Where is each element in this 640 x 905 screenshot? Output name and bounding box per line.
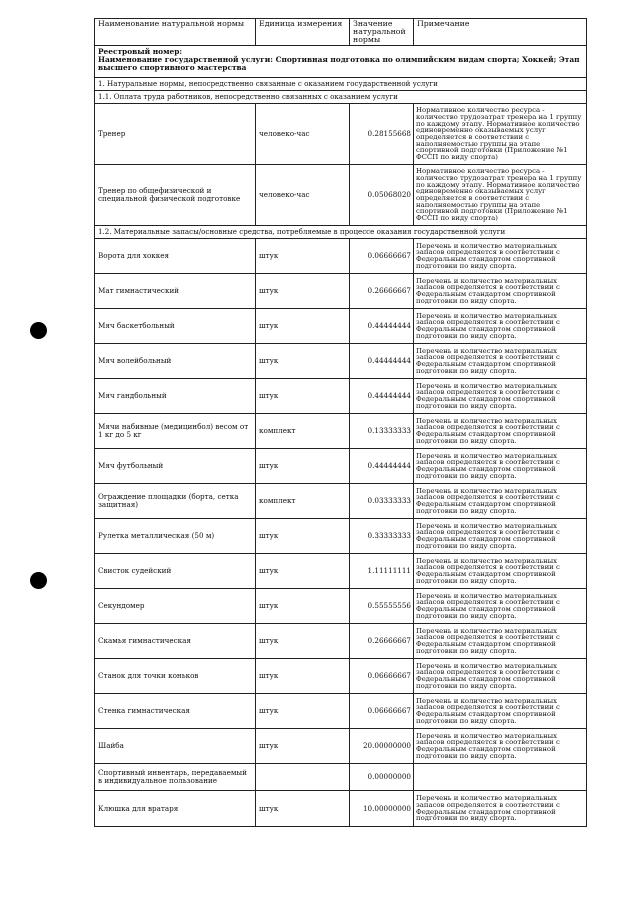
row-value: 0.44444444 [350,344,414,379]
row-value: 0.06666667 [350,694,414,729]
registry-number: Реестровый номер: [98,47,183,56]
row-name: Ограждение площадки (борта, сетка защитная) [95,484,256,519]
table-row [95,344,587,379]
row-unit: человеко-час [256,104,350,165]
table-row [95,554,587,589]
row-unit: штук [256,694,350,729]
row-unit [256,764,350,791]
row-unit: комплект [256,414,350,449]
row-note: Перечень и количество материальных запасов определяется в соответствии с Федеральным стандартом спортивной подготовки по виду спорта. [414,624,587,659]
row-value: 0.26666667 [350,624,414,659]
row-note: Перечень и количество материальных запасов определяется в соответствии с Федеральным стандартом спортивной подготовки по виду спорта. [414,729,587,764]
table-row [95,239,587,274]
header-note: Примечание [414,19,587,46]
table-row [95,449,587,484]
punch-hole-bottom [30,572,47,589]
row-note [414,764,587,791]
row-unit: штук [256,659,350,694]
row-unit: комплект [256,484,350,519]
table-row [95,414,587,449]
row-name: Шайба [95,729,256,764]
table-header-row [95,19,587,46]
section-1: 1. Натуральные нормы, непосредственно связанные с оказанием государственной услуги [95,78,587,91]
table-row [95,694,587,729]
row-value: 0.44444444 [350,449,414,484]
row-unit: штук [256,449,350,484]
row-name: Мат гимнастический [95,274,256,309]
header-name: Наименование натуральной нормы [95,19,256,46]
row-name: Клюшка для вратаря [95,791,256,827]
section-1-2: 1.2. Материальные запасы/основные средства, потребляемые в процессе оказания государственной услуги [95,226,587,239]
row-note: Перечень и количество материальных запасов определяется в соответствии с Федеральным стандартом спортивной подготовки по виду спорта. [414,554,587,589]
row-value: 0.26666667 [350,274,414,309]
row-note: Перечень и количество материальных запасов определяется в соответствии с Федеральным стандартом спортивной подготовки по виду спорта. [414,344,587,379]
row-name: Мячи набивные (медицинбол) весом от 1 кг до 5 кг [95,414,256,449]
row-value: 0.44444444 [350,309,414,344]
row-value: 0.13333333 [350,414,414,449]
table-row [95,165,587,226]
header-value: Значение натуральной нормы [350,19,414,46]
table-row [95,379,587,414]
row-note: Перечень и количество материальных запасов определяется в соответствии с Федеральным стандартом спортивной подготовки по виду спорта. [414,414,587,449]
row-name: Мяч футбольный [95,449,256,484]
row-note: Перечень и количество материальных запасов определяется в соответствии с Федеральным стандартом спортивной подготовки по виду спорта. [414,449,587,484]
row-unit: человеко-час [256,165,350,226]
row-unit: штук [256,729,350,764]
row-note: Перечень и количество материальных запасов определяется в соответствии с Федеральным стандартом спортивной подготовки по виду спорта. [414,694,587,729]
row-note: Перечень и количество материальных запасов определяется в соответствии с Федеральным стандартом спортивной подготовки по виду спорта. [414,309,587,344]
table-row [95,104,587,165]
row-unit: штук [256,309,350,344]
row-value: 0.55555556 [350,589,414,624]
row-name: Скамья гимнастическая [95,624,256,659]
row-value: 0.28155668 [350,104,414,165]
row-name: Тренер по общефизической и специальной физической подготовке [95,165,256,226]
row-note: Перечень и количество материальных запасов определяется в соответствии с Федеральным стандартом спортивной подготовки по виду спорта. [414,519,587,554]
row-name: Секундомер [95,589,256,624]
row-unit: штук [256,274,350,309]
row-note: Перечень и количество материальных запасов определяется в соответствии с Федеральным стандартом спортивной подготовки по виду спорта. [414,791,587,827]
table-row [95,624,587,659]
row-name: Свисток судейский [95,554,256,589]
row-note: Нормативное количество ресурса - количество трудозатрат тренера на 1 группу по каждому этапу. Нормативное количество единовременно оказываемых услуг определяется в соответствии с наполняемостью группы на этапе спортивной подготовки (Приложение №1 ФССП по виду спорта) [414,104,587,165]
row-value: 20.00000000 [350,729,414,764]
row-name: Мяч волейбольный [95,344,256,379]
registry-cell [95,46,587,78]
row-note: Перечень и количество материальных запасов определяется в соответствии с Федеральным стандартом спортивной подготовки по виду спорта. [414,659,587,694]
table-row [95,274,587,309]
table-row [95,659,587,694]
norms-table [94,18,587,827]
row-unit: штук [256,589,350,624]
row-value: 1.11111111 [350,554,414,589]
punch-hole-top [30,322,47,339]
row-note: Нормативное количество ресурса - количество трудозатрат тренера на 1 группу по каждому этапу. Нормативное количество единовременно оказываемых услуг определяется в соответствии с наполняемостью группы на этапе спортивной подготовки (Приложение №1 ФССП по виду спорта) [414,165,587,226]
header-unit: Единица измерения [256,19,350,46]
row-name: Спортивный инвентарь, передаваемый в индивидуальное пользование [95,764,256,791]
section-row [95,78,587,91]
table-row [95,309,587,344]
table-row [95,519,587,554]
row-value: 10.00000000 [350,791,414,827]
table-row [95,791,587,827]
row-value: 0.00000000 [350,764,414,791]
row-name: Тренер [95,104,256,165]
registry-row [95,46,587,78]
table-row [95,729,587,764]
row-unit: штук [256,791,350,827]
inventory-row [95,764,587,791]
row-note: Перечень и количество материальных запасов определяется в соответствии с Федеральным стандартом спортивной подготовки по виду спорта. [414,379,587,414]
row-value: 0.33333333 [350,519,414,554]
row-unit: штук [256,624,350,659]
row-note: Перечень и количество материальных запасов определяется в соответствии с Федеральным стандартом спортивной подготовки по виду спорта. [414,589,587,624]
row-name: Мяч баскетбольный [95,309,256,344]
row-unit: штук [256,379,350,414]
section-row [95,91,587,104]
section-row [95,226,587,239]
row-note: Перечень и количество материальных запасов определяется в соответствии с Федеральным стандартом спортивной подготовки по виду спорта. [414,274,587,309]
row-note: Перечень и количество материальных запасов определяется в соответствии с Федеральным стандартом спортивной подготовки по виду спорта. [414,239,587,274]
row-unit: штук [256,519,350,554]
row-unit: штук [256,344,350,379]
table-row [95,484,587,519]
row-name: Рулетка металлическая (50 м) [95,519,256,554]
row-note: Перечень и количество материальных запасов определяется в соответствии с Федеральным стандартом спортивной подготовки по виду спорта. [414,484,587,519]
row-unit: штук [256,554,350,589]
row-name: Станок для точки коньков [95,659,256,694]
row-value: 0.44444444 [350,379,414,414]
service-name: Наименование государственной услуги: Спортивная подготовка по олимпийским видам спорта; Хоккей; Этап высшего спортивного мастерства [98,55,580,72]
section-1-1: 1.1. Оплата труда работников, непосредственно связанных с оказанием услуги [95,91,587,104]
row-name: Ворота для хоккея [95,239,256,274]
row-value: 0.03333333 [350,484,414,519]
row-value: 0.05068020 [350,165,414,226]
row-name: Мяч гандбольный [95,379,256,414]
row-value: 0.06666667 [350,239,414,274]
row-value: 0.06666667 [350,659,414,694]
row-unit: штук [256,239,350,274]
table-row [95,589,587,624]
row-name: Стенка гимнастическая [95,694,256,729]
